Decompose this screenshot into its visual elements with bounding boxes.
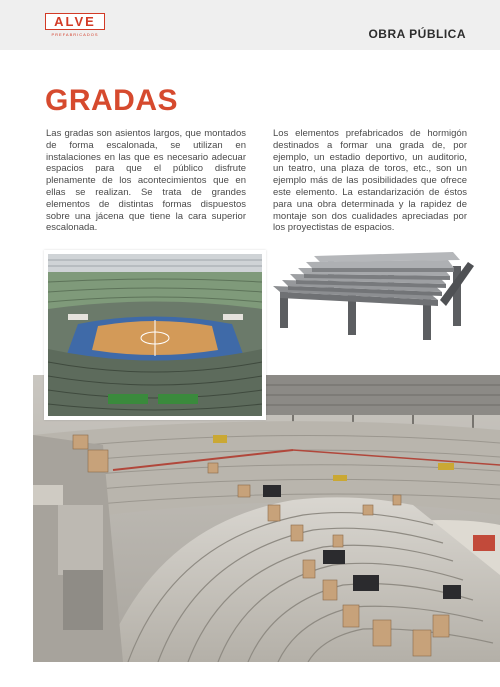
alve-logo <box>45 13 105 43</box>
body-text-left: Las gradas son asientos largos, que montados de forma escalonada, se utilizan en instalaciones en las que es necesario adecuar espacios para que el público disfrute plenamente de los acontecimientos que en ellas se realizan. Se trata de grandes elementos de distintas formas dispuestos sobre una jácena que tiene la cara superior escalonada. <box>46 128 246 234</box>
grada-element-render <box>268 248 475 348</box>
logo-wordmark: ALVE <box>45 13 105 30</box>
page-header <box>0 0 500 50</box>
logo-tagline: PREFABRICADOS <box>51 32 99 37</box>
section-label: OBRA PÚBLICA <box>368 27 466 41</box>
page-title: GRADAS <box>45 84 179 117</box>
arena-photo <box>44 250 266 420</box>
body-text-right: Los elementos prefabricados de hormigón destinados a formar una grada de, por ejemplo, un estadio deportivo, un auditorio, un teatro, una plaza de toros, etc., son un ejemplo más de las posibilidades que ofrece este elemento. La estandarización de éstos para una obra determinada y la rapidez de montaje son dos cualidades apreciadas por los proyectistas de espacios. <box>273 128 467 234</box>
